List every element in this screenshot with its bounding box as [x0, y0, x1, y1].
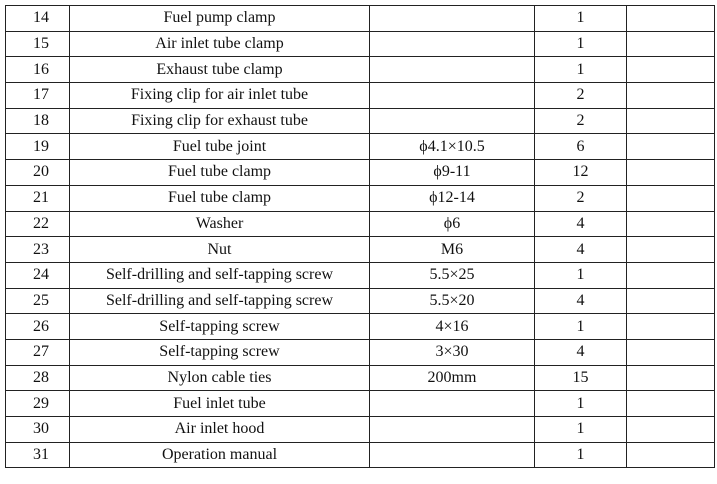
part-name-cell: Self-tapping screw [70, 314, 370, 340]
remarks-cell [627, 185, 715, 211]
table-row [6, 288, 715, 314]
remarks-cell [627, 417, 715, 443]
quantity-cell: 2 [535, 83, 627, 109]
part-name-cell: Nut [70, 237, 370, 263]
quantity-cell: 4 [535, 211, 627, 237]
quantity-cell: 1 [535, 262, 627, 288]
table-row [6, 237, 715, 263]
parts-list-body [6, 6, 715, 468]
item-number-cell: 14 [6, 6, 70, 32]
table-row [6, 185, 715, 211]
part-name-cell: Self-drilling and self-tapping screw [70, 262, 370, 288]
part-name-cell: Fuel tube clamp [70, 185, 370, 211]
remarks-cell [627, 83, 715, 109]
quantity-cell: 15 [535, 365, 627, 391]
remarks-cell [627, 160, 715, 186]
quantity-cell: 1 [535, 417, 627, 443]
specification-cell: ϕ12-14 [370, 185, 535, 211]
item-number-cell: 16 [6, 57, 70, 83]
table-row [6, 314, 715, 340]
quantity-cell: 2 [535, 108, 627, 134]
item-number-cell: 18 [6, 108, 70, 134]
quantity-cell: 1 [535, 314, 627, 340]
remarks-cell [627, 339, 715, 365]
table-row [6, 108, 715, 134]
remarks-cell [627, 314, 715, 340]
part-name-cell: Air inlet tube clamp [70, 31, 370, 57]
part-name-cell: Nylon cable ties [70, 365, 370, 391]
table-row [6, 365, 715, 391]
item-number-cell: 19 [6, 134, 70, 160]
part-name-cell: Fuel inlet tube [70, 391, 370, 417]
remarks-cell [627, 365, 715, 391]
table-row [6, 339, 715, 365]
remarks-cell [627, 237, 715, 263]
part-name-cell: Self-drilling and self-tapping screw [70, 288, 370, 314]
part-name-cell: Fixing clip for air inlet tube [70, 83, 370, 109]
quantity-cell: 4 [535, 339, 627, 365]
item-number-cell: 29 [6, 391, 70, 417]
item-number-cell: 26 [6, 314, 70, 340]
quantity-cell: 1 [535, 57, 627, 83]
part-name-cell: Fixing clip for exhaust tube [70, 108, 370, 134]
table-row [6, 442, 715, 468]
remarks-cell [627, 288, 715, 314]
quantity-cell: 6 [535, 134, 627, 160]
table-row [6, 31, 715, 57]
table-row [6, 57, 715, 83]
item-number-cell: 17 [6, 83, 70, 109]
specification-cell: 200mm [370, 365, 535, 391]
remarks-cell [627, 6, 715, 32]
remarks-cell [627, 442, 715, 468]
specification-cell: ϕ9-11 [370, 160, 535, 186]
specification-cell: 5.5×20 [370, 288, 535, 314]
item-number-cell: 31 [6, 442, 70, 468]
specification-cell: 5.5×25 [370, 262, 535, 288]
table-row [6, 134, 715, 160]
quantity-cell: 4 [535, 288, 627, 314]
specification-cell: 4×16 [370, 314, 535, 340]
part-name-cell: Fuel tube clamp [70, 160, 370, 186]
specification-cell: 3×30 [370, 339, 535, 365]
item-number-cell: 21 [6, 185, 70, 211]
specification-cell [370, 6, 535, 32]
item-number-cell: 23 [6, 237, 70, 263]
part-name-cell: Fuel pump clamp [70, 6, 370, 32]
item-number-cell: 25 [6, 288, 70, 314]
quantity-cell: 1 [535, 442, 627, 468]
remarks-cell [627, 211, 715, 237]
quantity-cell: 1 [535, 6, 627, 32]
specification-cell [370, 83, 535, 109]
quantity-cell: 4 [535, 237, 627, 263]
remarks-cell [627, 262, 715, 288]
specification-cell: ϕ6 [370, 211, 535, 237]
quantity-cell: 2 [535, 185, 627, 211]
part-name-cell: Operation manual [70, 442, 370, 468]
part-name-cell: Self-tapping screw [70, 339, 370, 365]
table-row [6, 83, 715, 109]
part-name-cell: Washer [70, 211, 370, 237]
table-row [6, 160, 715, 186]
specification-cell [370, 57, 535, 83]
remarks-cell [627, 31, 715, 57]
item-number-cell: 20 [6, 160, 70, 186]
specification-cell [370, 108, 535, 134]
remarks-cell [627, 108, 715, 134]
quantity-cell: 1 [535, 391, 627, 417]
specification-cell [370, 391, 535, 417]
table-row [6, 262, 715, 288]
table-row [6, 211, 715, 237]
remarks-cell [627, 391, 715, 417]
specification-cell [370, 442, 535, 468]
item-number-cell: 30 [6, 417, 70, 443]
specification-cell [370, 417, 535, 443]
item-number-cell: 22 [6, 211, 70, 237]
quantity-cell: 12 [535, 160, 627, 186]
remarks-cell [627, 134, 715, 160]
item-number-cell: 27 [6, 339, 70, 365]
specification-cell [370, 31, 535, 57]
quantity-cell: 1 [535, 31, 627, 57]
specification-cell: ϕ4.1×10.5 [370, 134, 535, 160]
table-row [6, 391, 715, 417]
item-number-cell: 28 [6, 365, 70, 391]
part-name-cell: Air inlet hood [70, 417, 370, 443]
part-name-cell: Exhaust tube clamp [70, 57, 370, 83]
parts-list-table [5, 5, 715, 468]
part-name-cell: Fuel tube joint [70, 134, 370, 160]
item-number-cell: 24 [6, 262, 70, 288]
remarks-cell [627, 57, 715, 83]
specification-cell: M6 [370, 237, 535, 263]
item-number-cell: 15 [6, 31, 70, 57]
table-row [6, 417, 715, 443]
table-row [6, 6, 715, 32]
